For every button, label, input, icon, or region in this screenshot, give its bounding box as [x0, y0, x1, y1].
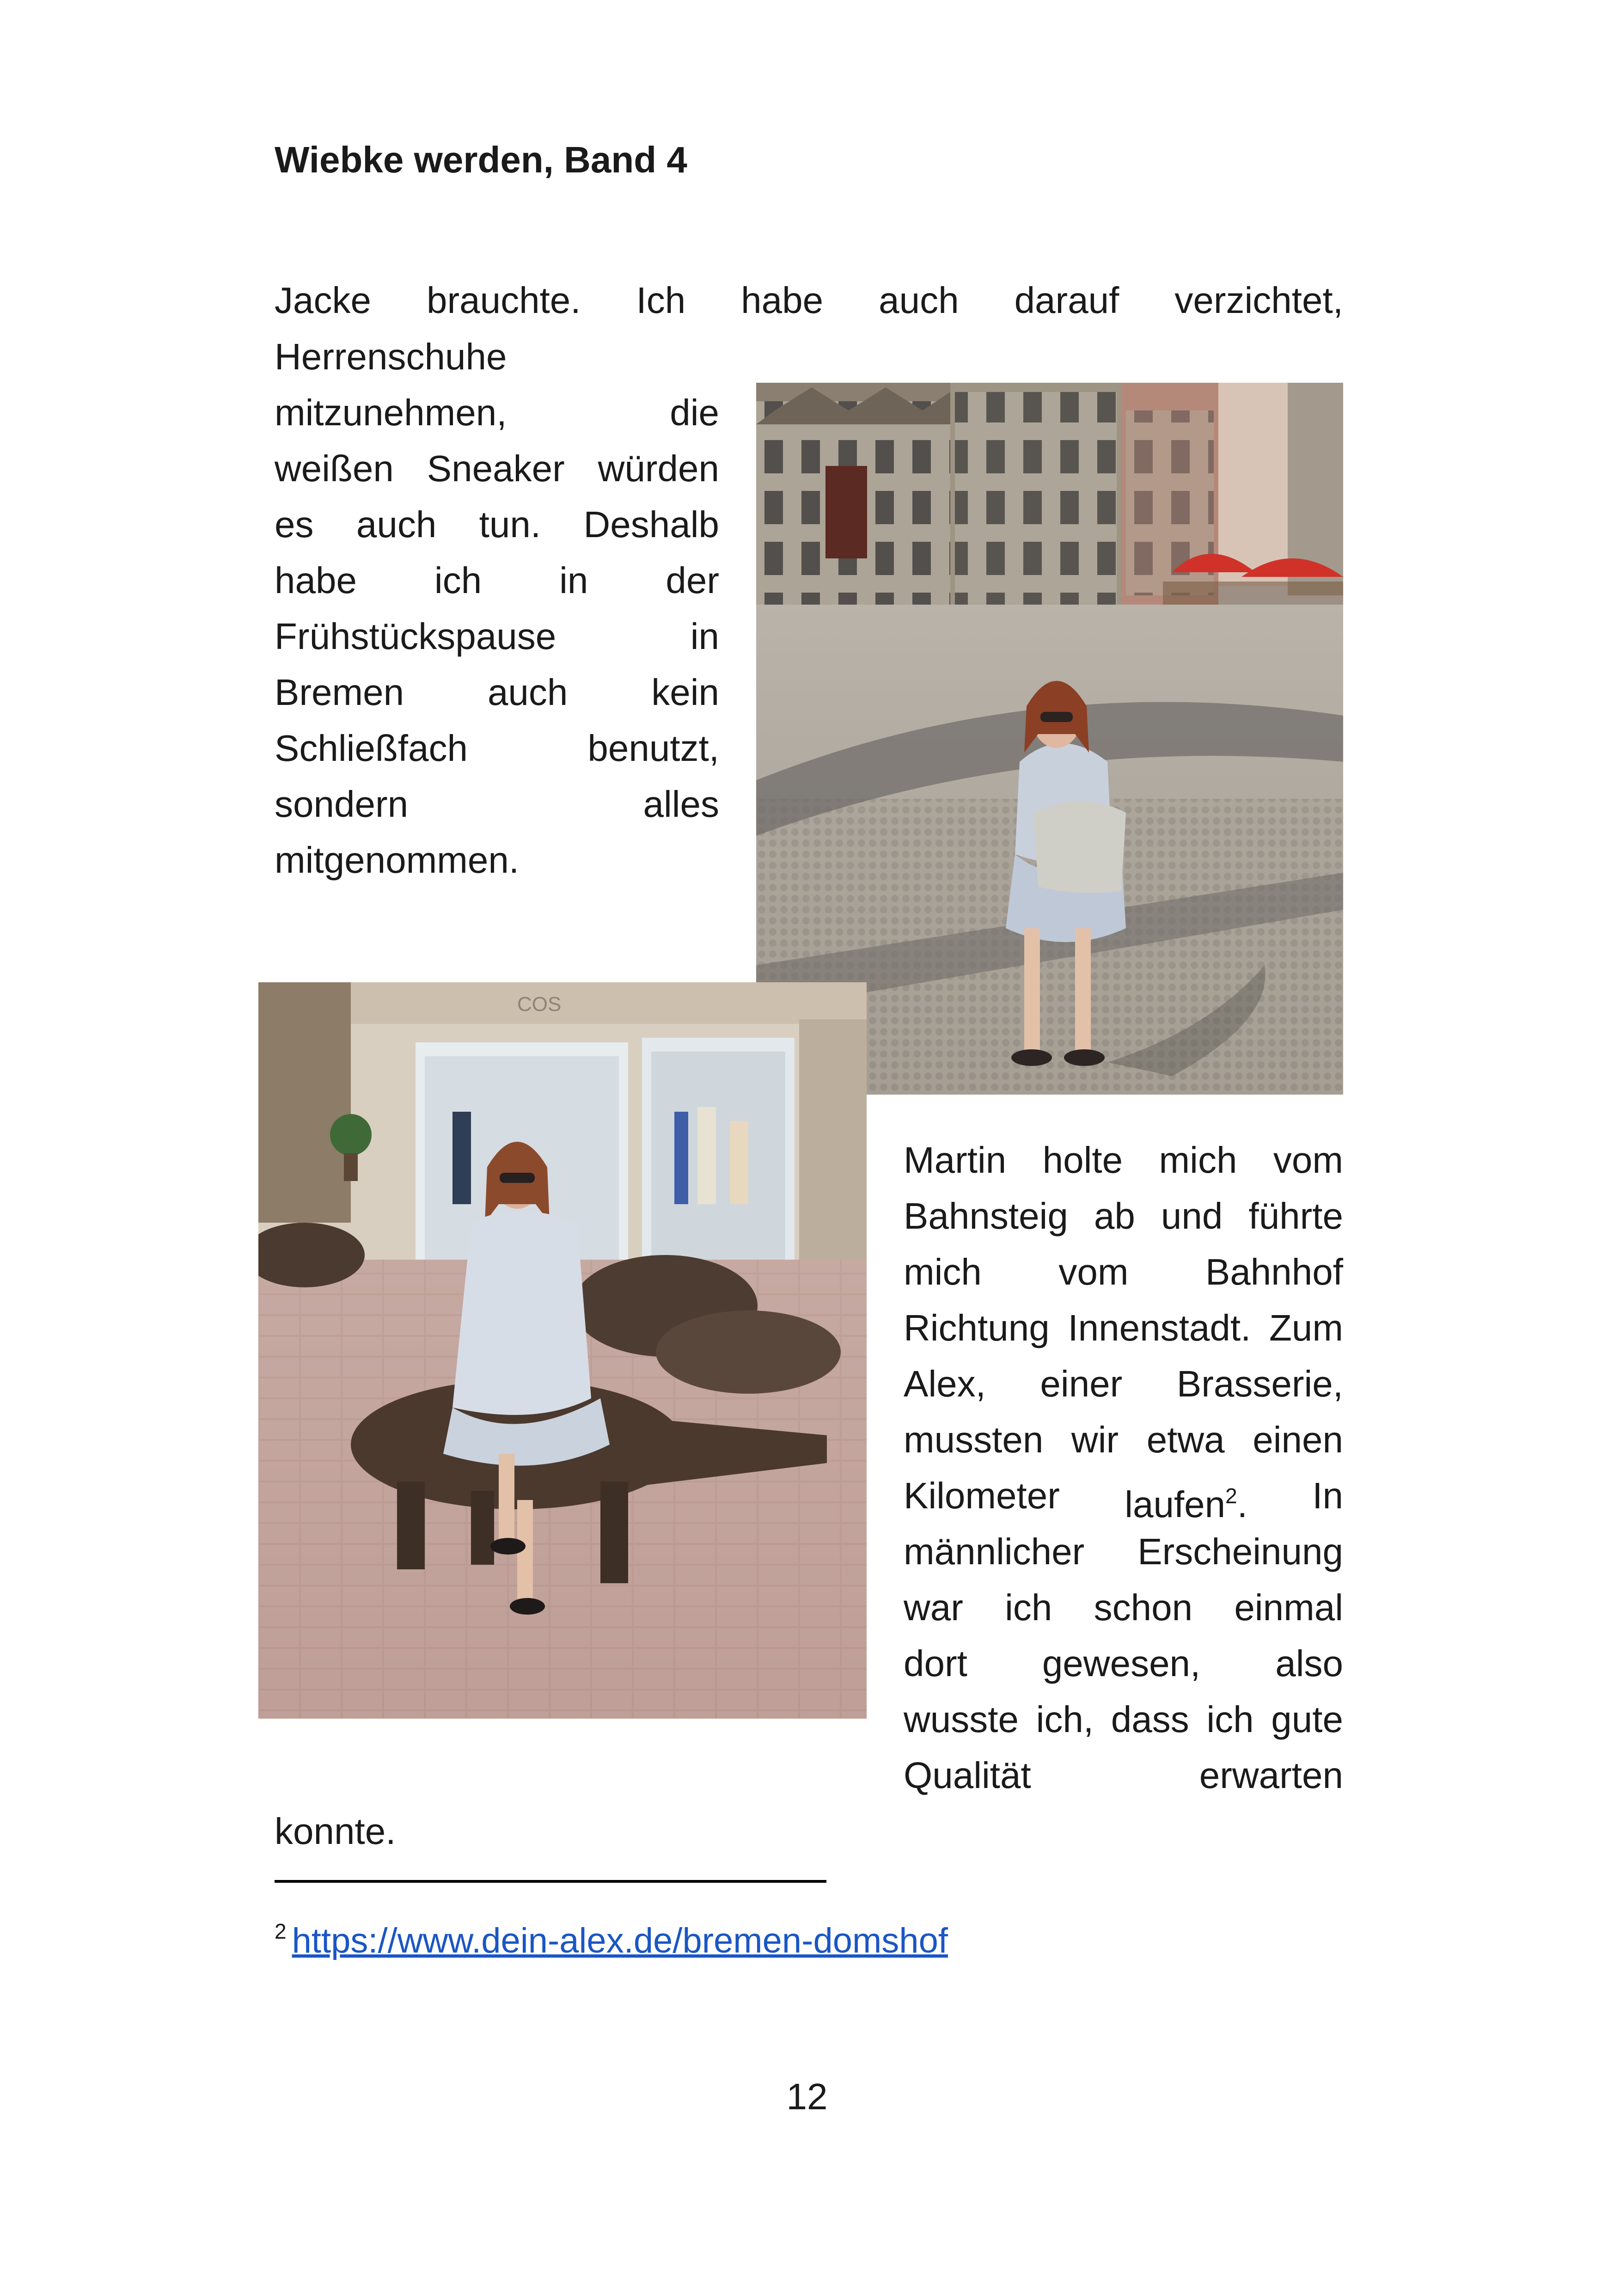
- text-line: [904, 1361, 1343, 1407]
- word: ich: [434, 560, 482, 601]
- word: Brasserie,: [1176, 1363, 1343, 1404]
- word: Jacke: [275, 280, 371, 321]
- text-line: [904, 1193, 1343, 1239]
- word: darauf: [1014, 280, 1119, 321]
- footnote-separator: [275, 1880, 826, 1883]
- word: holte: [1042, 1139, 1123, 1181]
- word: Bremen: [275, 672, 404, 713]
- text-line: [904, 1305, 1343, 1351]
- word: Qualität: [904, 1755, 1031, 1796]
- word: einer: [1040, 1363, 1123, 1404]
- word: einmal: [1234, 1587, 1343, 1628]
- word: weißen: [275, 448, 394, 489]
- text-line: [275, 446, 719, 492]
- footnote-number: 2: [275, 1919, 287, 1943]
- text-line: [275, 613, 719, 660]
- text-line: konnte.: [275, 1811, 396, 1852]
- word: schon: [1094, 1587, 1193, 1628]
- word: ich: [1005, 1587, 1052, 1628]
- word: Martin: [904, 1139, 1007, 1181]
- word: männlicher: [904, 1531, 1085, 1572]
- word: in: [690, 616, 719, 657]
- footnote-link[interactable]: https://www.dein-alex.de/bremen-domshof: [292, 1921, 948, 1960]
- word: es: [275, 504, 314, 545]
- word: erwarten: [1199, 1755, 1343, 1796]
- word: Schließfach: [275, 728, 468, 769]
- text-line: Herrenschuhe: [275, 336, 507, 377]
- word: tun.: [479, 504, 541, 545]
- text-line: [275, 390, 719, 436]
- text-line: [275, 781, 719, 827]
- word: laufen: [1125, 1484, 1226, 1525]
- text-line: [904, 1585, 1343, 1631]
- word: benutzt,: [587, 728, 719, 769]
- word: wusste: [904, 1699, 1019, 1740]
- word: Bahnsteig: [904, 1195, 1068, 1237]
- word: auch: [356, 504, 437, 545]
- word: Deshalb: [583, 504, 719, 545]
- word: gute: [1271, 1699, 1343, 1740]
- word: gewesen,: [1042, 1643, 1201, 1684]
- word: und: [1161, 1195, 1223, 1237]
- word: Sneaker: [427, 448, 565, 489]
- word: Bahnhof: [1205, 1251, 1343, 1292]
- word: Erscheinung: [1137, 1531, 1343, 1572]
- word: habe: [741, 280, 824, 321]
- word: alles: [643, 784, 719, 825]
- word: Frühstückspause: [275, 616, 556, 657]
- word: wir: [1071, 1419, 1119, 1460]
- footnote: [275, 1908, 948, 1964]
- word: mich: [904, 1251, 982, 1292]
- word: also: [1275, 1643, 1343, 1684]
- word: mitzunehmen,: [275, 392, 507, 433]
- word: Kilometer: [904, 1475, 1060, 1516]
- word: Zum: [1269, 1307, 1343, 1348]
- text-line: [904, 1417, 1343, 1463]
- text-line: [275, 502, 719, 548]
- photo-pig-statues-image: [258, 982, 867, 1719]
- store-sign: COS: [517, 993, 562, 1016]
- text-line: [275, 669, 719, 716]
- word: der: [666, 560, 719, 601]
- punctuation: .: [1237, 1484, 1247, 1525]
- word: etwa: [1146, 1419, 1225, 1460]
- word: dort: [904, 1643, 967, 1684]
- text-line: [275, 725, 719, 771]
- word: vom: [1058, 1251, 1129, 1292]
- word: die: [670, 392, 719, 433]
- word: dass: [1111, 1699, 1189, 1740]
- word: verzichtet,: [1174, 280, 1343, 321]
- word: einen: [1253, 1419, 1343, 1460]
- word: brauchte.: [426, 280, 581, 321]
- word: In: [1312, 1475, 1343, 1516]
- word: habe: [275, 560, 357, 601]
- word: auch: [487, 672, 568, 713]
- photo-pig-statues: [258, 982, 867, 1719]
- page-number: 12: [786, 2076, 828, 2117]
- word: auch: [879, 280, 959, 321]
- word: in: [559, 560, 588, 601]
- word: Ich: [636, 280, 686, 321]
- word: Innenstadt.: [1068, 1307, 1251, 1348]
- word: war: [904, 1587, 963, 1628]
- word: mussten: [904, 1419, 1044, 1460]
- word: ab: [1094, 1195, 1135, 1237]
- text-line: [904, 1696, 1343, 1743]
- word: Richtung: [904, 1307, 1050, 1348]
- word-with-footnote: [1125, 1473, 1247, 1528]
- word: führte: [1248, 1195, 1343, 1237]
- text-line: [904, 1137, 1343, 1183]
- text-line: [904, 1752, 1343, 1799]
- running-header: Wiebke werden, Band 4: [275, 139, 687, 180]
- word: kein: [651, 672, 719, 713]
- text-line: [904, 1529, 1343, 1575]
- text-line: [904, 1641, 1343, 1687]
- word: vom: [1273, 1139, 1343, 1181]
- text-line: mitgenommen.: [275, 839, 520, 881]
- word: sondern: [275, 784, 409, 825]
- text-line: [904, 1473, 1343, 1528]
- text-line: [275, 557, 719, 604]
- word: Alex,: [904, 1363, 986, 1404]
- text-line: [275, 277, 1343, 324]
- footnote-ref[interactable]: 2: [1225, 1484, 1237, 1508]
- word: würden: [598, 448, 719, 489]
- word: mich: [1159, 1139, 1237, 1181]
- text-line: [904, 1249, 1343, 1295]
- word: ich: [1206, 1699, 1254, 1740]
- word: ich,: [1036, 1699, 1094, 1740]
